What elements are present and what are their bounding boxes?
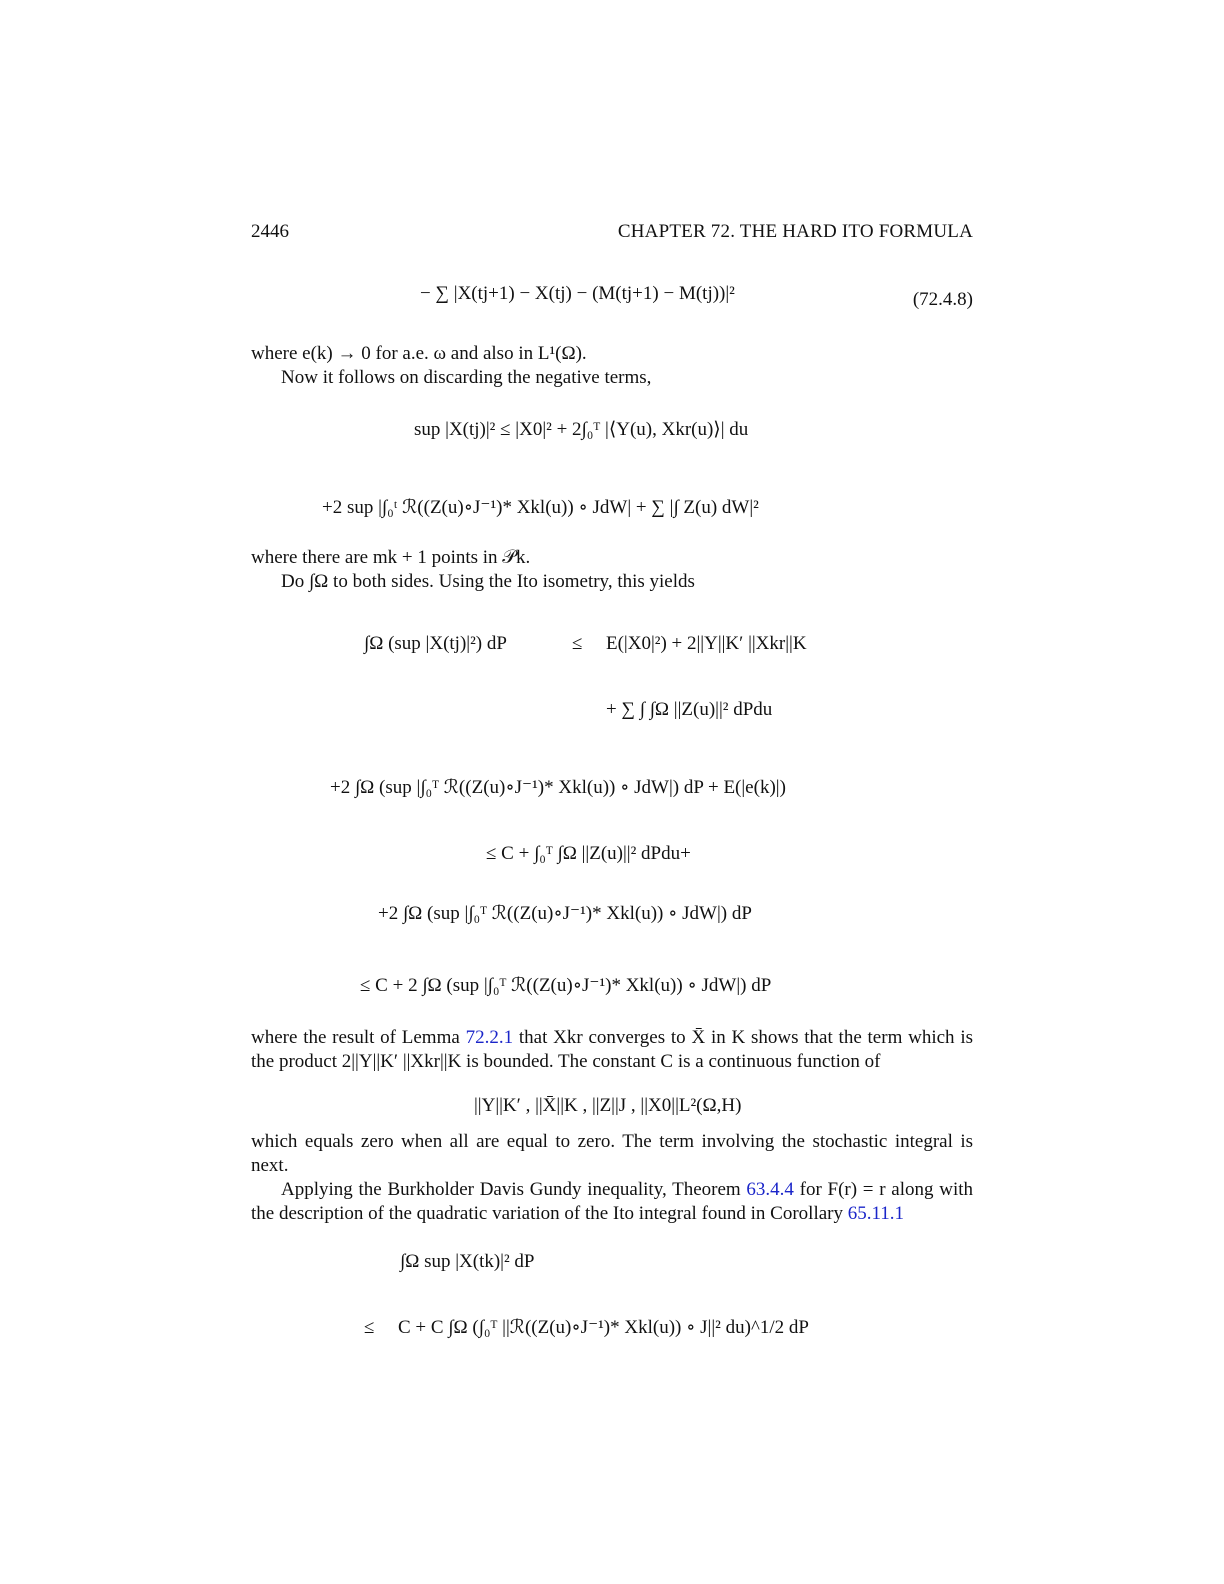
corollary-link[interactable]: 65.11.1 [847,1203,905,1224]
equation-72-4-8-body: − ∑ |X(tj+1) − X(tj) − (M(tj+1) − M(tj))|² [420,283,735,304]
paragraph-bdg-text-a: Applying the Burkholder Davis Gundy inequality, Theorem [281,1179,747,1200]
paragraph-e-k: where e(k) → 0 for a.e. ω and also in L¹(Ω). [251,343,587,364]
paragraph-lemma-text-a: where the result of Lemma [251,1027,466,1048]
equation-expect-line3: +2 ∫Ω (sup |∫₀ᵀ ℛ((Z(u)∘J⁻¹)* Xkl(u)) ∘ JdW|) dP + E(|e(k)|) [330,777,786,798]
paragraph-bdg [251,1178,973,1226]
equation-bdg-line1: ∫Ω sup |X(tk)|² dP [400,1251,535,1272]
paragraph-discard: Now it follows on discarding the negative terms, [281,367,652,388]
equation-expect-lhs: ∫Ω (sup |X(tj)|²) dP [364,633,507,654]
equation-expect-rhs: E(|X0|²) + 2||Y||K′ ||Xkr||K [606,633,807,654]
equation-expect-line5: +2 ∫Ω (sup |∫₀ᵀ ℛ((Z(u)∘J⁻¹)* Xkl(u)) ∘ JdW|) dP [378,903,752,924]
equation-sup-bound-1: sup |X(tj)|² ≤ |X0|² + 2∫₀ᵀ |⟨Y(u), Xkr(u)⟩| du [414,419,749,440]
running-head: CHAPTER 72. THE HARD ITO FORMULA [617,221,973,242]
equation-norms: ||Y||K′ , ||X̄||K , ||Z||J , ||X0||L²(Ω,H) [474,1095,742,1116]
paragraph-lemma [251,1026,973,1074]
page-number: 2446 [251,221,289,242]
equation-bdg-rel: ≤ [364,1317,375,1338]
equation-label: (72.4.8) [912,289,973,310]
equation-sup-bound-2: +2 sup |∫₀ᵗ ℛ((Z(u)∘J⁻¹)* Xkl(u)) ∘ JdW| + ∑ |∫ Z(u) dW|² [322,497,759,518]
lemma-link[interactable]: 72.2.1 [465,1027,514,1048]
paragraph-ito-isometry: Do ∫Ω to both sides. Using the Ito isometry, this yields [281,571,695,592]
equation-expect-line6: ≤ C + 2 ∫Ω (sup |∫₀ᵀ ℛ((Z(u)∘J⁻¹)* Xkl(u)) ∘ JdW|) dP [360,975,772,996]
equation-expect-line4: ≤ C + ∫₀ᵀ ∫Ω ||Z(u)||² dPdu+ [486,843,691,864]
equation-72-4-8 [420,282,735,306]
equation-expect-line2: + ∑ ∫ ∫Ω ||Z(u)||² dPdu [606,699,773,720]
paragraph-lemma-text-b: that Xkr converges to X̄ in K shows that the term which is the product 2||Y||K′ ||Xkr||K is bounded. The constant C is a continuous function of [251,1027,973,1072]
equation-bdg-line2: C + C ∫Ω (∫₀ᵀ ||ℛ((Z(u)∘J⁻¹)* Xkl(u)) ∘ J||² du)^1/2 dP [398,1317,809,1338]
paragraph-points: where there are mk + 1 points in 𝒫k. [251,547,531,568]
equation-expect-rel: ≤ [572,633,583,654]
paragraph-zero: which equals zero when all are equal to zero. The term involving the stochastic integral is next. [251,1131,973,1176]
theorem-link[interactable]: 63.4.4 [746,1179,794,1200]
paragraph-bdg-text-b: for F(r) = r along with the description of the quadratic variation of the Ito integral found in Corollary [251,1179,973,1224]
